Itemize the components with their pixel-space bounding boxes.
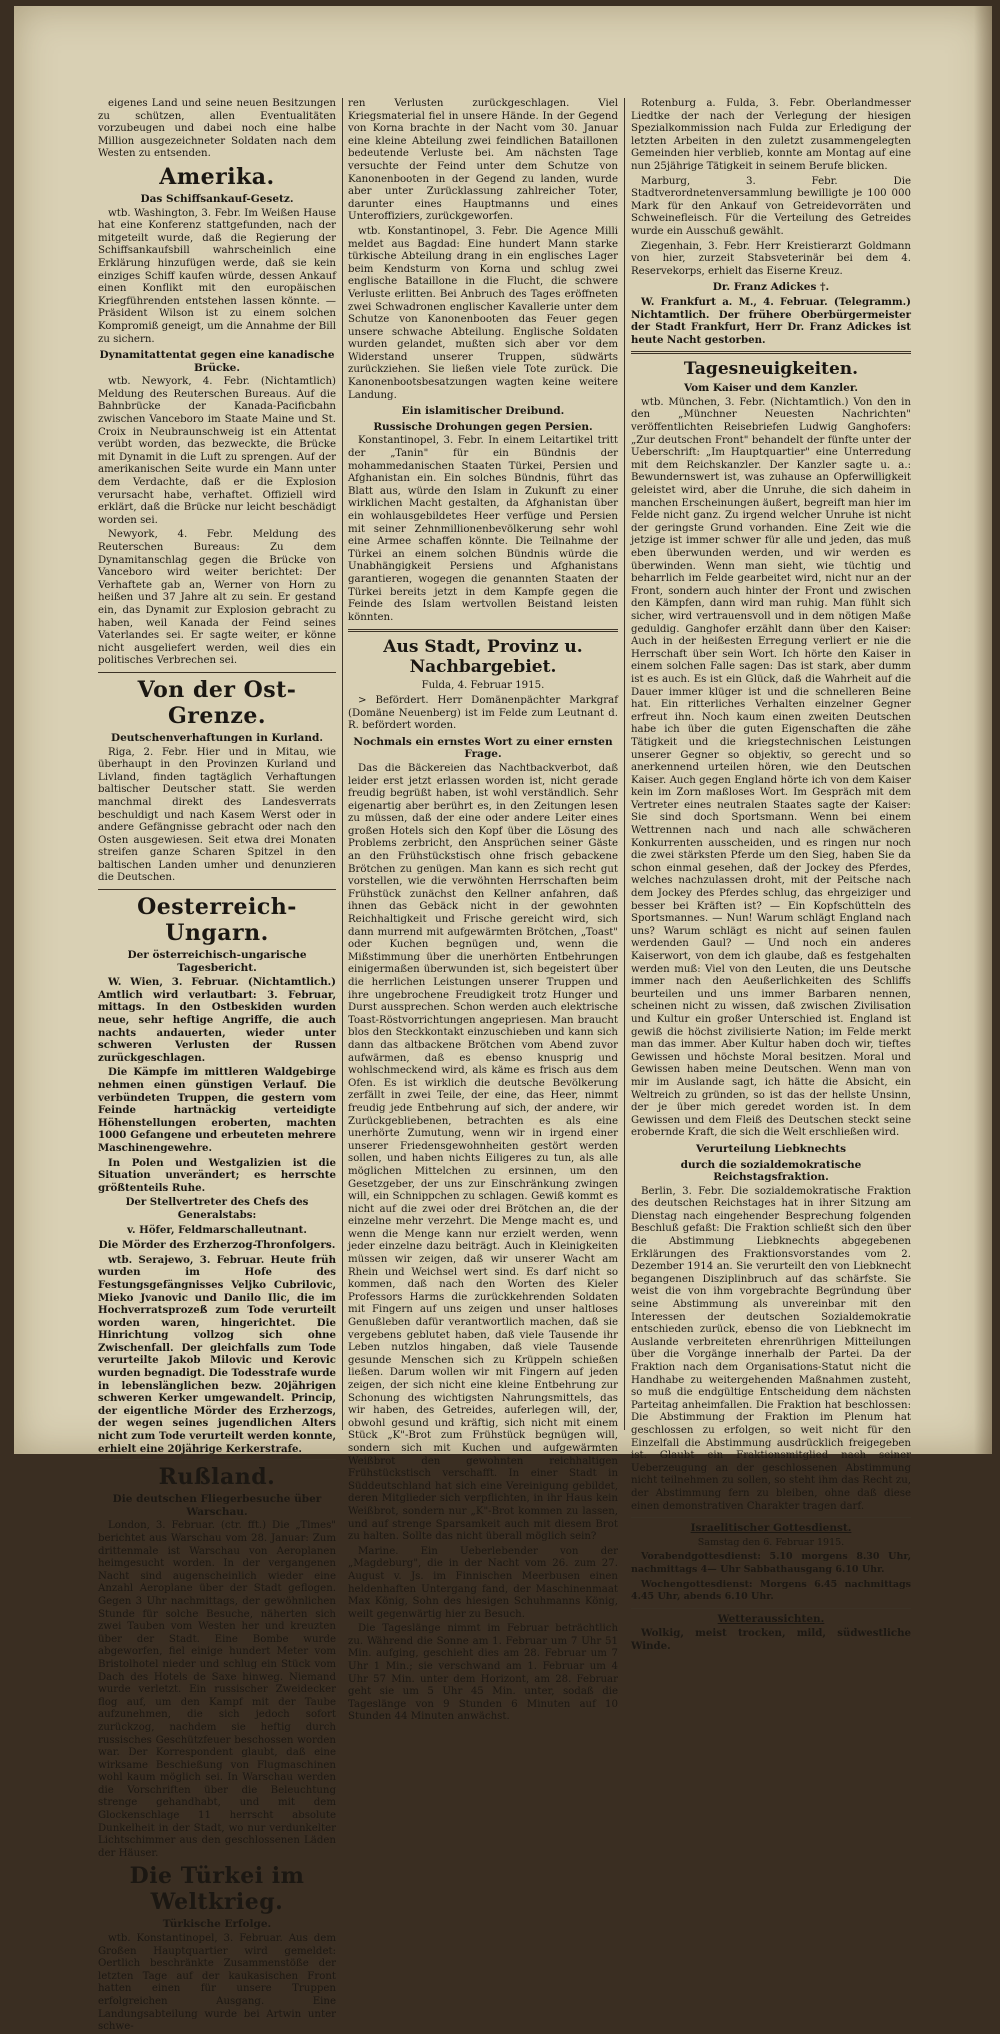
notice-date: Samstag den 6. Februar 1915. — [697, 1536, 845, 1548]
article-text: Die Kämpfe im mittleren Waldgebirge nehmen einen günstigen Verlauf. Die verbündeten Truppen, die gestern vom Feinde hartnäckig verteidigte Höhenstellungen eroberten, machten 1000 Gefangene und erbeuteten mehrere Maschinengewehre. — [98, 1066, 336, 1154]
notice-heading: Israelitischer Gottesdienst. — [690, 1522, 852, 1535]
divider — [631, 1608, 911, 1609]
article-heading: Türkische Erfolge. — [162, 1918, 272, 1931]
article-text: wtb. Washington, 3. Febr. Im Weißen Hause hat eine Konferenz stattgefunden, nach der mitgeteilt wurde, daß die Regierung der Schiffsankaufsbill wahrscheinlich eine Erklärung hinzufügen werde, daß sie kein einziges Schiff kaufen würde, dessen Ankauf einen Konflikt mit den europäischen Kriegführenden entstehen lassen könnte. — Präsident Wilson ist zu einem solchen Kompromiß geneigt, um die Annahme der Bill zu sichern. — [98, 207, 336, 345]
article-heading: Die Mörder des Erzherzog-Thronfolgers. — [98, 1239, 336, 1252]
article-text: > Befördert. Herr Domänenpächter Markgraf (Domäne Neuenberg) ist im Felde zum Leutnant d. R. befördert worden. — [348, 694, 618, 732]
section-title-tagesneuigkeiten: Tagesneuigkeiten. — [683, 359, 859, 380]
article-text: In Polen und Westgalizien ist die Situation unverändert; es herrschte größtenteils Ruhe. — [98, 1156, 336, 1194]
section-title-tuerkei: Die Türkei im Weltkrieg. — [129, 1863, 305, 1916]
article-text: Marburg, 3. Febr. Die Stadtverordnetenversammlung bewilligte je 100 000 Mark für den Ankauf von Getreidevorräten und Schweinefleisch. Für die Verteilung des Getreides wurde ein Ausschuß gewählt. — [631, 175, 911, 237]
article-heading: Der österreichisch-ungarische Tagesbericht. — [127, 949, 307, 974]
article-subheading: Russische Drohungen gegen Persien. — [373, 420, 593, 433]
newspaper-page — [14, 6, 992, 2033]
column-rule — [342, 98, 343, 1430]
article-heading: Ein islamitischer Dreibund. — [401, 405, 565, 418]
notice-text: Wolkig, meist trocken, mild, südwestliche Winde. — [631, 1627, 911, 1652]
article-text: wtb. Serajewo, 3. Februar. Heute früh wurden im Hofe des Festungsgefängnisses Veljko Cubrilovic, Mieko Jvanovic und Danilo Ilic, die im Hochverratsprozeß zum Tode verurteilt worden waren, hingerichtet. Die Hinrichtung vollzog sich ohne Zwischenfall. Der gleichfalls zum Tode verurteilte Jakob Milovic und Kerovic wurden begnadigt. Die Todesstrafe wurde in lebenslänglichen bezw. 20jährigen schweren Kerker umgewandelt. Princip, der eigentliche Mörder des Erzherzogs, der wegen seines jugendlichen Alters nicht zum Tode verurteilt werden konnte, erhielt eine 20jährige Kerkerstrafe. — [98, 1253, 337, 1455]
article-text: Die Tageslänge nimmt im Februar beträchtlich zu. Während die Sonne am 1. Februar um 7 Uhr 51 Min. aufging, geschieht dies am 28. Februar um 7 Uhr 1 Min.; sie verschwand am 1. Februar um 4 Uhr 57 Min. unter dem Horizont, am 28. Februar geht sie um 5 Uhr 45 Min. unter, sodaß die Tageslänge von 9 Stunden 6 Minuten auf 10 Stunden 44 Minuten anwächst. — [348, 1623, 618, 1723]
article-heading: Vom Kaiser und dem Kanzler. — [683, 382, 859, 395]
section-title-amerika: Amerika. — [159, 163, 275, 190]
article-heading: Deutschenverhaftungen in Kurland. — [111, 731, 323, 744]
article-text: eigenes Land und seine neuen Besitzungen zu schützen, allen Eventualitäten vorzubeugen und dabei noch eine halbe Million ausgezeichneter Soldaten nach dem Westen zu entsenden. — [98, 98, 336, 160]
article-text: Ziegenhain, 3. Febr. Herr Kreistierarzt Goldmann von hier, zurzeit Stabsveterinär bei dem 4. Reservekorps, erhielt das Eiserne Kreuz. — [631, 240, 911, 277]
article-text: Konstantinopel, 3. Febr. In einem Leitartikel tritt der „Tanin" für ein Bündnis der mohammedanischen Staaten Türkei, Persien und Afghanistan ein. Ein solches Bündnis, führt das Blatt aus, würde den Islam in Zukunft zu einer wirklichen Macht gestalten, da Afghanistan über ein wohlausgebildetes Heer verfüge und Persien mit seiner Zehnmillionenbevölkerung sehr wohl eine Armee schaffen könnte. Die Teilnahme der Türkei an einem solchen Bündnis würde die Unabhängigkeit Persiens und Afghanistans garantieren, wogegen die genannten Staaten der Türkei bereits jetzt in dem Kampfe gegen die Feinde des Islam wertvollen Beistand leisten könnten. — [348, 435, 618, 623]
divider — [631, 1517, 911, 1518]
section-title-stadt: Aus Stadt, Provinz u. Nachbargebiet. — [383, 637, 583, 678]
article-heading: Die deutschen Fliegerbesuche über Warschau. — [112, 1493, 322, 1518]
article-text: Rotenburg a. Fulda, 3. Febr. Oberlandmesser Liedtke der nach der Verlegung der hiesigen Spezialkommission nach Fulda zur Erledigung der letzten Arbeiten in den zuletzt zusammengelegten Gemeinden hier verblieb, konnte am Montag auf eine nun 25jährige Tätigkeit in seinem Berufe blicken. — [631, 98, 911, 172]
article-text: W. Frankfurt a. M., 4. Februar. (Telegramm.) Nichtamtlich. Der frühere Oberbürgermeister der Stadt Frankfurt, Herr Dr. Franz Adickes ist heute Nacht gestorben. — [631, 295, 911, 346]
divider — [631, 351, 911, 354]
column-2 — [348, 98, 618, 1723]
article-text: Das die Bäckereien das Nachtbackverbot, daß leider erst jetzt erlassen worden ist, nicht gerade freudig begrüßt haben, ist wohl verständlich. Sehr eigenartig aber berührt es, in den Zeitungen lesen zu müssen, daß der eine oder andere Leiter eines großen Hotels sich den Kopf über die Lösung des Problems zerbricht, den Ansprüchen seiner Gäste an den Frühstückstisch ohne frisch gebackene Brötchen zu genügen. Man kann es sich recht gut vorstellen, wie die verwöhnten Herrschaften beim Frühstück zunächst den Kellner anfahren, daß ihnen das Gebäck nicht in der gewohnten Reichhaltigkeit und Frische gereicht wird, sich dann murrend mit aufgewärmten Brötchen, „Toast" oder Kuchen begnügen und, wenn die Mißstimmung über die unerhörten Entbehrungen einigermaßen überwunden ist, sich begeistert über die herrlichen Leistungen unserer Truppen und ihre ungebrochene Freudigkeit trotz Hunger und Durst aussprechen. Schon werden auch elektrische Toast-Röstvorrichtungen angepriesen. Man braucht blos den Steckkontakt einzuschieben und kann sich dann das altbackene Brötchen vom Abend zuvor aufwärmen, daß es ebenso knusprig und wohlschmeckend wird, als käme es frisch aus dem Ofen. Es ist wirklich die deutsche Bevölkerung zerfällt in zwei Teile, der eine, das Heer, nimmt freudig jede Entbehrung auf sich, der andere, wir Zurückgebliebenen, betrachten es als eine unerhörte Zumutung, wenn wir in irgend einer unserer Friedensgewohnheiten gestört werden sollen, und haben nichts Eiligeres zu tun, als alle möglichen Mittelchen zu ersinnen, um den Gesetzgeber, der uns zur Einschränkung zwingen will, ein Schnippchen zu schlagen. Gewiß kommt es nicht auf die zwei oder drei Brötchen an, die der einzelne mehr verzehrt. Die Menge macht es, und wenn die Menge kann nur erzielt werden, wenn jeder einzelne dazu beiträgt. Auch in Kleinigkeiten müssen wir zeigen, daß wir unserer Wacht am Rhein und Weichsel wert sind. Es darf nicht so kommen, daß nach den Worten des Kieler Professors Harms die zurückkehrenden Soldaten mit Fingern auf uns zeigen und unser haltloses Genußleben dafür verantwortlich machen, daß sie vergebens geblutet haben, daß viele Tausende ihr Leben nutzlos hingaben, daß viele Tausende gesunde Menschen sich zu Krüppeln schießen ließen. Darum wollen wir mit Fingern auf jeden zeigen, der sich nicht eine kleine Entbehrung zur Schonung des wichtigsten Nahrungsmittels, das wir haben, des Getreides, auferlegen will, der, obwohl gesund und kräftig, sich nicht mit einem Stück „K"-Brot zum Frühstück begnügen will, sondern sich mit Kuchen und aufgewärmten Weißbrot den gewohnten reichhaltigen Frühstückstisch verschafft. In einer Stadt in Süddeutschland hat sich eine Vereinigung gebildet, deren Mitglieder sich verpflichten, in ihr Haus kein Weißbrot, sondern nur „K"-Brot kommen zu lassen, und auf strenge Sparsamkeit auch mit diesem Brot zu halten. Sollte das nicht überall möglich sein? — [348, 762, 618, 1543]
article-text: ren Verlusten zurückgeschlagen. Viel Kriegsmaterial fiel in unsere Hände. In der Gegend von Korna brachte in der Nacht vom 30. Januar eine kleine Abteilung zwei feindlichen Bataillonen bedeutende Verluste bei. Am nächsten Tage versuchte der Feind unter dem Schutze von Kanonenbooten in der Gegend zu landen, wurde aber unter Zurücklassung zahlreicher Toter, darunter eines Hauptmanns und eines Unteroffiziers, zurückgeworfen. — [348, 98, 618, 223]
article-subheading: durch die sozialdemokratische Reichstagsfraktion. — [680, 1158, 862, 1184]
article-text: wtb. Konstantinopel, 3. Febr. Die Agence Milli meldet aus Bagdad: Eine hundert Mann starke türkische Abteilung drang in ein englisches Lager beim Kendsturm von Korna und schlug zwei englische Bataillone in die Flucht, die schwere Verluste erlitten. Bei Anbruch des Tages eröffneten zwei Schwadronen englischer Kavallerie unter dem Schutze von Kanonenbooten das Feuer gegen unsere schwache Abteilung. Englische Soldaten wurden gelandet, mußten sich aber vor dem Widerstand unserer Truppen, südwärts zurückziehen. Sie ließen viele Tote zurück. Die Kanonenbootsbesatzungen wagten keine weitere Landung. — [348, 225, 618, 401]
article-heading: Das Schiffsankauf-Gesetz. — [140, 192, 294, 205]
dateline: Fulda, 4. Februar 1915. — [421, 680, 545, 692]
article-text: Berlin, 3. Febr. Die sozialdemokratische Fraktion des deutschen Reichstages hat in ihrer Sitzung am Dienstag nach eingehender Besprechung folgenden Beschluß gefaßt: Die Fraktion schließt sich den über die Abstimmung Liebknechts abgegebenen Erklärungen des Fraktionsvorstandes vom 2. Dezember 1914 an. Sie verurteilt den von Liebknecht begangenen Disziplinbruch auf das schärfste. Sie weist die von ihm vorgebrachte Begründung über seine Abstimmung als unvereinbar mit den Interessen der deutschen Sozialdemokratie entschieden zurück, ebenso die von Liebknecht im Auslande verbreiteten ehrenrührigen Mitteilungen über die Vorgänge innerhalb der Partei. Da der Fraktion nach dem Organisations-Statut nicht die Handhabe zu weitergehenden Maßnahmen zusteht, so muß die endgültige Entscheidung dem nächsten Parteitag anheimfallen. Die Fraktion hat beschlossen: Die Abstimmung der Fraktion im Plenum hat geschlossen zu erfolgen, so weit nicht für den Einzelfall die Abstimmung ausdrücklich freigegeben ist. Glaubt ein Fraktionsmitglied nach seiner Ueberzeugung an der geschlossenen Abstimmung nicht teilnehmen zu sollen, so steht ihm das Recht zu, der Abstimmung fern zu bleiben, ohne daß diese einen demonstrativen Charakter tragen darf. — [631, 1185, 911, 1512]
article-text: W. Wien, 3. Februar. (Nichtamtlich.) Amtlich wird verlautbart: 3. Februar, mittags. In den Ostbeskiden wurden neue, sehr heftige Angriffe, die auch nachts andauerten, wieder unter schweren Verlusten der Russen zurückgeschlagen. — [98, 976, 336, 1064]
article-text: wtb. München, 3. Febr. (Nichtamtlich.) Von den in den „Münchner Neuesten Nachrichten" veröffentlichten Reisebriefen Ludwig Ganghofers: „Zur deutschen Front" behandelt der fünfte unter der Ueberschrift: „Im Hauptquartier" eine Unterredung mit dem Reichskanzler. Der Kanzler sagte u. a.: Bewundernswert ist, was zuhause an Opferwilligkeit geleistet wird, aber die Unruhe, die sich daheim in manchen Erscheinungen äußert, begreift man hier im Felde nicht ganz. Zu irgend welcher Unruhe ist nicht der geringste Grund vorhanden. Eine Zeit wie die jetzige ist immer schwer für alle und jeden, das muß eben überwunden werden, und wir werden es überwinden. Wenn man sieht, wie tüchtig und beharrlich im Felde gearbeitet wird, nicht nur an der Front, sondern auch hinter der Front und zwischen den Kämpfen, dann wird man ruhig. Man fühlt sich sicher, wird vertrauensvoll und in dem nötigen Maße geduldig. Ganghofer erzählt dann über den Kaiser: Auch in der heißesten Erregung verliert er nie die Herrschaft über sein Wort. Ich hörte den Kaiser in einem solchen Falle sagen: Das ist stark, aber dumm ist es auch. Es ist ein Glück, daß die Wahrheit auf die Dauer immer klüger ist und die schnelleren Beine hat. Ein ritterliches Verhalten einzelner Gegner erfreut ihn. Noch kaum einen zweiten Deutschen habe ich über die guten Eigenschaften die zähe Tätigkeit und die kriegstechnischen Leistungen unserer Gegner so objektiv, so gerecht und so anerkennend urteilen hören, wie den Deutschen Kaiser. Auch gegen England hörte ich von dem Kaiser kein im Zorn maßloses Wort. Im Gespräch mit dem Vertreter eines neutralen Staates sagte der Kaiser: Sie sind doch Sportsmann. Wenn bei einem Wettrennen nach und nach alle schwächeren Konkurrenten ausscheiden, und es ringen nur noch die zwei stärksten Pferde um den Sieg, haben Sie da schon einmal gesehen, daß der Jockey des Pferdes, welches nachzulassen droht, mit der Peitsche nach dem Jockey des Pferdes schlug, das ehrgeiziger und besser bei Kräften ist? — Ein Kopfschütteln des Sportsmannes. — Nun! Warum schlägt England nach uns? Warum schlägt es nicht auf seinen faulen werdenden Gaul? — Und noch ein anderes Kaiserwort, von dem ich glaube, daß es festgehalten werden muß: Viel von den Leuten, die uns Deutsche immer nach den Aeußerlichkeiten des Schliffs beurteilen und uns immer Barbaren nennen, scheinen nicht zu wissen, daß zwischen Zivilisation und Kultur ein großer Unterschied ist. England ist gewiß die höchst zivilisierte Nation; im Felde merkt man das immer. Aber Kultur haben doch wir, tieftes Gewissen und höchste Moral besitzen. Moral und Gewissen haben meine Deutschen. Wenn man von mir im Auslande sagt, ich hätte die Absicht, ein Weltreich zu gründen, so ist das der hellste Unsinn, der je über mich geredet worden ist. In dem Gewissen und dem Fleiß des Deutschen steckt seine erobernde Kraft, die sich die Welt erschließen wird. — [631, 396, 911, 1139]
article-text: London, 3. Februar. (ctr. fft.) Die „Times" berichtet aus Warschau vom 28. Januar: Zum drittenmale ist Warschau von Aeroplanen heimgesucht worden. In der vergangenen Nacht sind augenscheinlich wieder eine Anzahl Aeroplane über der Stadt geflogen. Gegen 3 Uhr nachmittags, der gewöhnlichen Stunde für solche Besuche, näherten sich zwei Tauben vom Westen her und kreuzten über der Stadt. Eine Bombe wurde abgeworfen, fiel einige hundert Meter vom Bristolhotel nieder und schlug ein Stück vom Dach des Hotels de Saxe hinweg. Niemand wurde verletzt. Ein russischer Zweidecker flog auf, um den Kampf mit der Taube aufzunehmen, die sich jedoch sofort zurückzog, nachdem sie heftig durch russisches Geschützfeuer beschossen worden war. Der Korrespondent glaubt, daß eine wirksame Beschießung von Flugmaschinen wohl kaum möglich sei. In Warschau werden die Vorschriften über die Beleuchtung strenge gehandhabt, und mit dem Glockenschlage 11 herrscht absolute Dunkelheit in der Stadt, wo nur verdunkelter Lichtschimmer aus den geschlossenen Läden der Häuser. — [98, 1520, 336, 1859]
signature-line: Der Stellvertreter des Chefs des Generalstabs: — [125, 1196, 309, 1221]
column-3 — [631, 98, 911, 1652]
column-rule — [624, 98, 625, 1430]
article-heading: Dr. Franz Adickes †. — [712, 281, 830, 294]
section-title-oesterreich: Oesterreich-Ungarn. — [137, 894, 297, 947]
article-text: wtb. Newyork, 4. Febr. (Nichtamtlich) Meldung des Reuterschen Bureaus. Auf die Bahnbrücke der Kanada-Pacificbahn zwischen Vanceboro im Staate Maine und St. Croix in Neubraunschweig ist ein Attentat verübt worden, das bezweckte, die Brücke mit Dynamit in die Luft zu sprengen. Auf der amerikanischen Seite wurde ein Mann unter dem Verdachte, daß er die Explosion verursacht habe, verhaftet. Offiziell wird erklärt, daß die Brücke nur leicht beschädigt worden sei. — [98, 376, 336, 526]
article-text: Newyork, 4. Febr. Meldung des Reuterschen Bureaus: Zu dem Dynamitanschlag gegen die Brücke von Vanceboro wird weiter berichtet: Der Verhaftete gab an, Werner von Horn zu heißen und 37 Jahre alt zu sein. Er gestand ein, das Dynamit zur Explosion gebracht zu haben, weil Kanada der Feind seines Vaterlandes sei. Er sagte weiter, er könne nicht ausgeliefert werden, weil dies ein politisches Verbrechen sei. — [98, 529, 336, 667]
notice-text: Vorabendgottesdienst: 5.10 morgens 8.30 Uhr, nachmittags 4— Uhr Sabbathausgang 6.10 Uhr. — [631, 1551, 911, 1575]
article-heading: Verurteilung Liebknechts — [695, 1142, 847, 1155]
divider — [98, 1459, 336, 1460]
article-heading: Nochmals ein ernstes Wort zu einer ernsten Frage. — [353, 735, 613, 761]
divider — [98, 889, 336, 890]
article-text: Marine. Ein Ueberlebender von der „Magdeburg", die in der Nacht vom 26. zum 27. August v. Js. im Finnischen Meerbusen einen heldenhaften Untergang fand, der Maschinenmaat Max König, Sohn des hiesigen Schuhmanns König, weilt gegenwärtig hier zu Besuch. — [348, 1545, 618, 1620]
section-title-russland: Rußland. — [158, 1464, 276, 1491]
column-1 — [98, 98, 337, 2033]
section-title-ost: Von der Ost-Grenze. — [137, 676, 297, 729]
page-edge-shadow — [974, 6, 992, 1454]
divider — [98, 672, 336, 673]
article-text: Riga, 2. Febr. Hier und in Mitau, wie überhaupt in den Provinzen Kurland und Livland, finden tagtäglich Verhaftungen baltischer Deutscher statt. Sie werden manchmal direkt des Landesverrats beschuldigt und nach Kasem Werst oder in andere Gefängnisse gebracht oder nach den Osten ausgewiesen. Seit etwa drei Monaten streifen ganze Scharen Spitzel in den baltischen Landen umher und denunzieren die Deutschen. — [98, 746, 336, 884]
notice-text: Wochengottesdienst: Morgens 6.45 nachmittags 4.45 Uhr, abends 6.10 Uhr. — [631, 1578, 911, 1603]
article-heading: Dynamitattentat gegen eine kanadische Brücke. — [99, 349, 335, 374]
signature-line: v. Höfer, Feldmarschalleutnant. — [127, 1223, 307, 1236]
divider — [348, 629, 618, 632]
notice-heading: Wetteraussichten. — [717, 1612, 825, 1625]
article-text: wtb. Konstantinopel, 3. Februar. Aus dem Großen Hauptquartier wird gemeldet: Oertlich beschränkte Zusammenstöße der letzten Tage auf der kaukasischen Front hatten einen für unsere Truppen erfolgreichen Ausgang. Eine Landungsabteilung wurde bei Artwin unter schwe- — [98, 1933, 336, 2033]
